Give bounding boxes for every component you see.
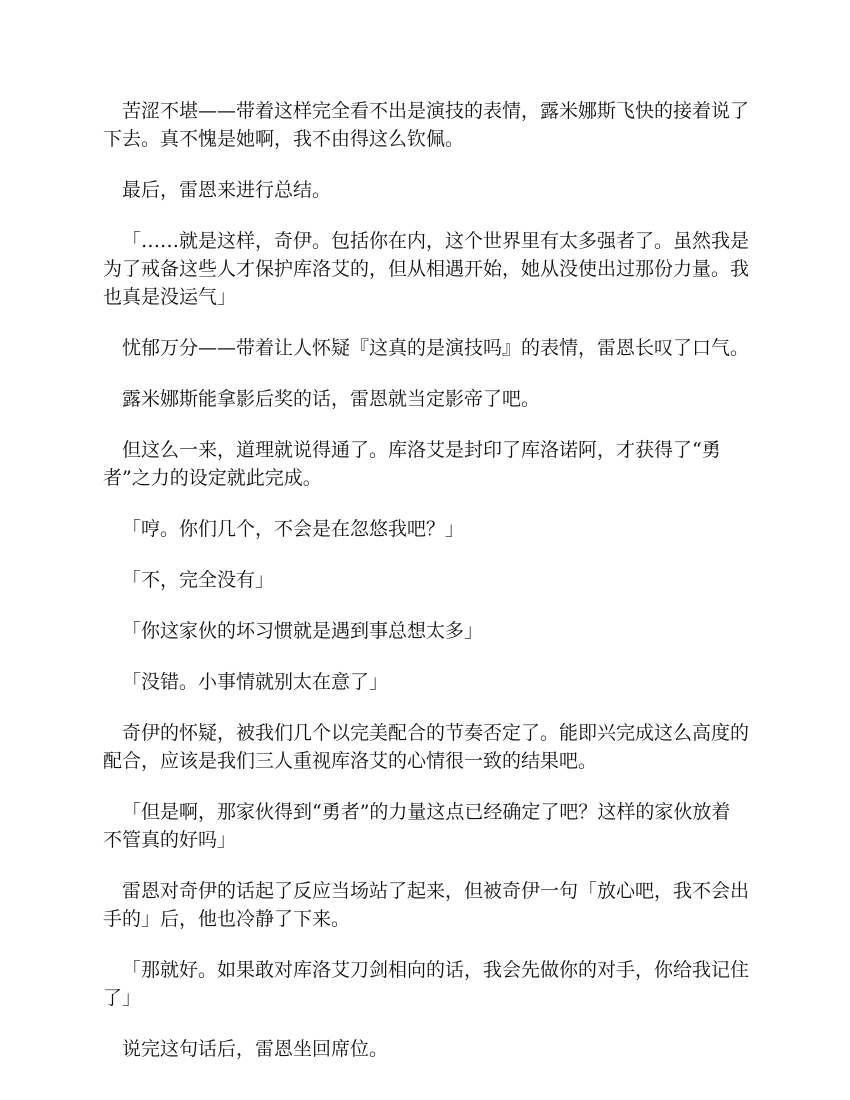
paragraph: 苦涩不堪——带着这样完全看不出是演技的表情，露米娜斯飞快的接着说了下去。真不愧是她啊，我不由得这么钦佩。 (103, 100, 750, 150)
paragraph: 雷恩对奇伊的话起了反应当场站了起来，但被奇伊一句「放心吧，我不会出手的」后，他也冷静了下来。 (103, 880, 750, 930)
paragraph: 「没错。小事情就别太在意了」 (122, 671, 389, 693)
paragraph: 「哼。你们几个，不会是在忽悠我吧？」 (122, 518, 465, 540)
paragraph: 「不，完全没有」 (122, 569, 275, 591)
paragraph: 最后，雷恩来进行总结。 (122, 179, 332, 201)
paragraph: 但这么一来，道理就说得通了。库洛艾是封印了库洛诺阿，才获得了“勇者”之力的设定就此完成。 (103, 439, 721, 489)
paragraph: 露米娜斯能拿影后奖的话，雷恩就当定影帝了吧。 (122, 388, 541, 410)
paragraph: 奇伊的怀疑，被我们几个以完美配合的节奏否定了。能即兴完成这么高度的配合，应该是我们三人重视库洛艾的心情很一致的结果吧。 (103, 722, 750, 772)
paragraph: 「但是啊，那家伙得到“勇者”的力量这点已经确定了吧？这样的家伙放着不管真的好吗」 (103, 801, 731, 851)
paragraph: 忧郁万分——带着让人怀疑『这真的是演技吗』的表情，雷恩长叹了口气。 (122, 337, 750, 359)
paragraph: 「……就是这样，奇伊。包括你在内，这个世界里有太多强者了。虽然我是为了戒备这些人才保护库洛艾的，但从相遇开始，她从没使出过那份力量。我也真是没运气」 (103, 230, 750, 308)
paragraph: 「那就好。如果敢对库洛艾刀剑相向的话，我会先做你的对手，你给我记住了」 (103, 959, 750, 1009)
document-page (103, 97, 749, 1086)
paragraph: 说完这句话后，雷恩坐回席位。 (122, 1038, 389, 1060)
paragraph: 「你这家伙的坏习惯就是遇到事总想太多」 (122, 620, 484, 642)
